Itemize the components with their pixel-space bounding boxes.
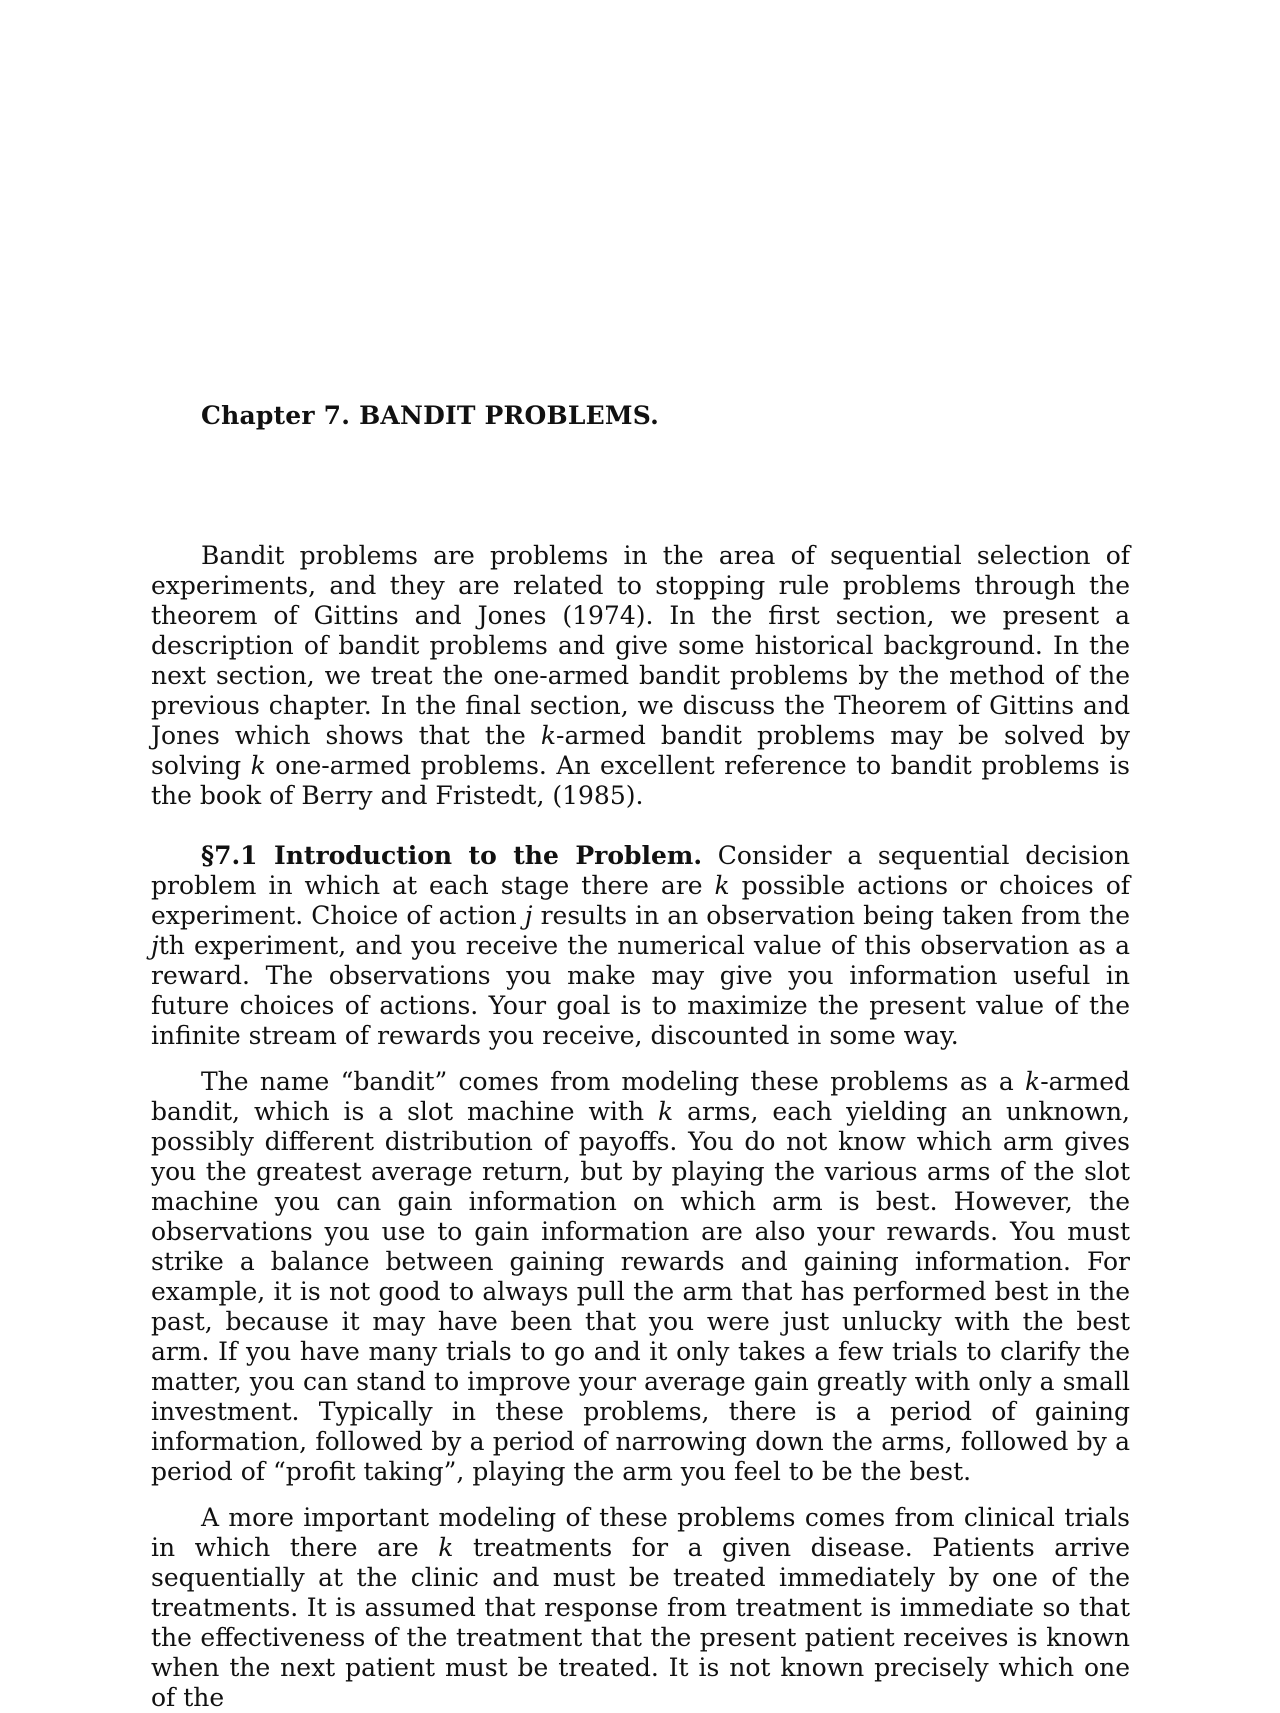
math-k: k	[658, 1097, 674, 1126]
section-text: Consider a sequential decision problem in which at each stage there are	[151, 841, 1130, 900]
math-k: k	[714, 871, 730, 900]
section-text: arms, each yielding an unknown, possibly different distribution of payoffs. You do not know which arm gives you the greatest average return, but by playing the various arms of the slot machine you can gain information on which arm is best. However, the observations you use to gain information are also your rewards. You must strike a balance between gaining rewards and gaining information. For example, it is not good to always pull the arm that has performed best in the past, because it may have been that you were just unlucky with the best arm. If you have many trials to go and it only takes a few trials to clarify the matter, you can stand to improve your average gain greatly with only a small investment. Typically in these problems, there is a period of gaining information, followed by a period of narrowing down the arms, followed by a period of “profit taking”, playing the arm you feel to be the best.	[151, 1097, 1131, 1486]
section-text: possible actions or choices of experiment. Choice of action	[151, 871, 1131, 930]
intro-paragraph	[151, 541, 1130, 811]
body-text	[151, 541, 1130, 1713]
section-text: A more important modeling of these problems comes from clinical trials in which there are	[151, 1503, 1130, 1562]
section-text: treatments for a given disease. Patients arrive sequentially at the clinic and must be treated immediately by one of the treatments. It is assumed that response from treatment is immediate so that the effectiveness of the treatment that the present patient receives is known when the next patient must be treated. It is not known precisely which one of the	[151, 1533, 1130, 1712]
intro-text-1: Bandit problems are problems in the area of sequential selection of experiments, and they are related to stopping rule problems through the theorem of Gittins and Jones (1974). In the first section, we present a description of bandit problems and give some historical background. In the next section, we treat the one-armed bandit problems by the method of the previous chapter. In the final section, we discuss the Theorem of Gittins and Jones which shows that the	[151, 541, 1130, 750]
section-text: results in an observation being taken from the	[532, 901, 1131, 930]
math-k: k	[540, 721, 557, 750]
section-7-1-paragraph-3	[151, 1503, 1130, 1713]
math-k: k	[250, 751, 266, 780]
intro-text-3: one-armed problems. An excellent reference to bandit problems is the book of Berry and Fristedt, (1985).	[151, 751, 1130, 810]
intro-text-2: -armed bandit problems may be solved by solving	[151, 721, 1130, 780]
section-text: -armed bandit, which is a slot machine with	[151, 1067, 1130, 1126]
section-heading: §7.1 Introduction to the Problem.	[201, 841, 703, 870]
math-k: k	[1025, 1067, 1041, 1096]
section-7-1-paragraph-2	[151, 1067, 1130, 1487]
math-j: j	[151, 931, 159, 960]
section-text: th experiment, and you receive the numerical value of this observation as a reward. The observations you make may give you information useful in future choices of actions. Your goal is to maximize the present value of the infinite stream of rewards you receive, discounted in some way.	[151, 931, 1130, 1050]
math-j: j	[524, 901, 533, 930]
chapter-title: Chapter 7. BANDIT PROBLEMS.	[201, 401, 659, 430]
section-text: The name “bandit” comes from modeling these problems as a	[201, 1067, 1026, 1096]
math-k: k	[438, 1533, 454, 1562]
section-7-1-paragraph-1	[151, 841, 1130, 1051]
